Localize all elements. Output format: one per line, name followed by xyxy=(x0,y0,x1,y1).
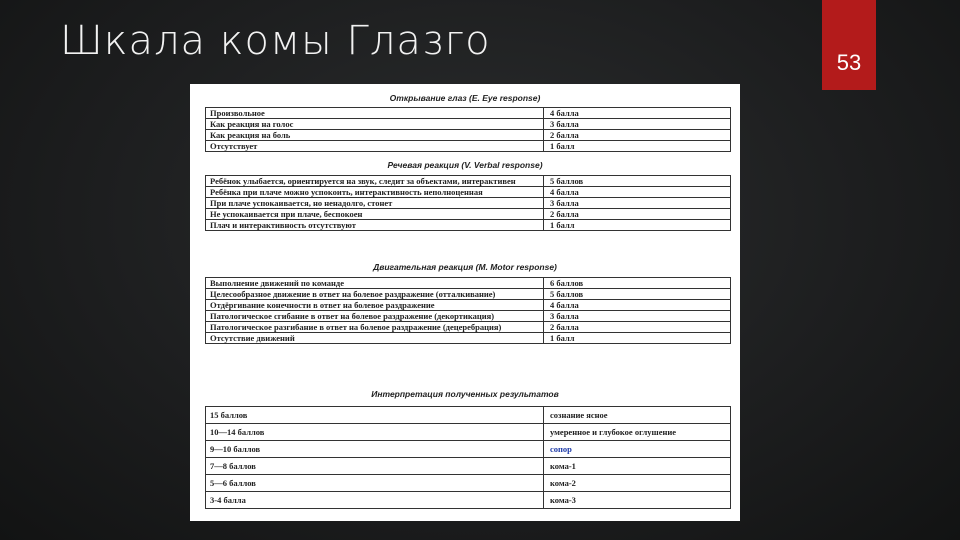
row-score: 3 балла xyxy=(544,119,731,130)
table-row xyxy=(206,130,731,141)
table-row xyxy=(206,311,731,322)
table-row xyxy=(206,424,731,441)
table-row xyxy=(206,407,731,424)
row-score: 4 балла xyxy=(544,300,731,311)
table-row xyxy=(206,322,731,333)
table-row xyxy=(206,289,731,300)
table-row xyxy=(206,119,731,130)
row-score: умеренное и глубокое оглушение xyxy=(544,424,731,441)
table-row xyxy=(206,492,731,509)
row-description: Как реакция на голос xyxy=(206,119,544,130)
row-description: Отсутствует xyxy=(206,141,544,152)
row-score: 1 балл xyxy=(544,333,731,344)
row-score: 1 балл xyxy=(544,220,731,231)
row-score: кома-1 xyxy=(544,458,731,475)
row-description: 15 баллов xyxy=(206,407,544,424)
row-score: 2 балла xyxy=(544,130,731,141)
table-row xyxy=(206,141,731,152)
row-score: 5 баллов xyxy=(544,289,731,300)
row-score: кома-3 xyxy=(544,492,731,509)
row-description: Как реакция на боль xyxy=(206,130,544,141)
row-description: Патологическое сгибание в ответ на болевое раздражение (декортикация) xyxy=(206,311,544,322)
row-score: сопор xyxy=(544,441,731,458)
row-score: 4 балла xyxy=(544,187,731,198)
row-score: 6 баллов xyxy=(544,278,731,289)
motor-response-table xyxy=(205,277,731,344)
table-row xyxy=(206,187,731,198)
row-description: Ребёнок улыбается, ориентируется на звук, следит за объектами, интерактивен xyxy=(206,176,544,187)
table-row xyxy=(206,278,731,289)
slide-title: Шкала комы Глазго xyxy=(60,18,491,64)
eye-response-table xyxy=(205,107,731,152)
verbal-response-title: Речевая реакция (V. Verbal response) xyxy=(387,160,543,170)
row-score: 3 балла xyxy=(544,311,731,322)
row-score: 4 балла xyxy=(544,108,731,119)
row-description: Плач и интерактивность отсутствуют xyxy=(206,220,544,231)
table-row xyxy=(206,176,731,187)
table-row xyxy=(206,198,731,209)
row-score: 1 балл xyxy=(544,141,731,152)
row-description: При плаче успокаивается, но ненадолго, стонет xyxy=(206,198,544,209)
row-description: Не успокаивается при плаче, беспокоен xyxy=(206,209,544,220)
table-row xyxy=(206,458,731,475)
row-description: 3-4 балла xyxy=(206,492,544,509)
eye-response-title: Открывание глаз (E. Eye response) xyxy=(389,93,541,103)
verbal-response-table xyxy=(205,175,731,231)
page-number-badge: 53 xyxy=(822,0,876,90)
table-row xyxy=(206,209,731,220)
row-description: Отдёргивание конечности в ответ на болевое раздражение xyxy=(206,300,544,311)
row-score: 2 балла xyxy=(544,209,731,220)
row-score: кома-2 xyxy=(544,475,731,492)
table-row xyxy=(206,441,731,458)
row-score: сознание ясное xyxy=(544,407,731,424)
row-description: 9—10 баллов xyxy=(206,441,544,458)
row-description: Отсутствие движений xyxy=(206,333,544,344)
row-description: Ребёнка при плаче можно успокоить, интерактивность неполноценная xyxy=(206,187,544,198)
table-row xyxy=(206,108,731,119)
interpretation-table xyxy=(205,406,731,509)
table-row xyxy=(206,333,731,344)
table-row xyxy=(206,300,731,311)
row-description: 5—6 баллов xyxy=(206,475,544,492)
interpretation-title: Интерпретация полученных результатов xyxy=(371,389,559,399)
row-score: 5 баллов xyxy=(544,176,731,187)
table-row xyxy=(206,475,731,492)
row-score: 2 балла xyxy=(544,322,731,333)
row-description: 10—14 баллов xyxy=(206,424,544,441)
row-description: 7—8 баллов xyxy=(206,458,544,475)
row-description: Выполнение движений по команде xyxy=(206,278,544,289)
row-description: Целесообразное движение в ответ на болевое раздражение (отталкивание) xyxy=(206,289,544,300)
glasgow-scale-document xyxy=(190,84,740,521)
row-description: Произвольное xyxy=(206,108,544,119)
motor-response-title: Двигательная реакция (M. Motor response) xyxy=(373,262,557,272)
row-description: Патологическое разгибание в ответ на болевое раздражение (децеребрация) xyxy=(206,322,544,333)
row-score: 3 балла xyxy=(544,198,731,209)
table-row xyxy=(206,220,731,231)
